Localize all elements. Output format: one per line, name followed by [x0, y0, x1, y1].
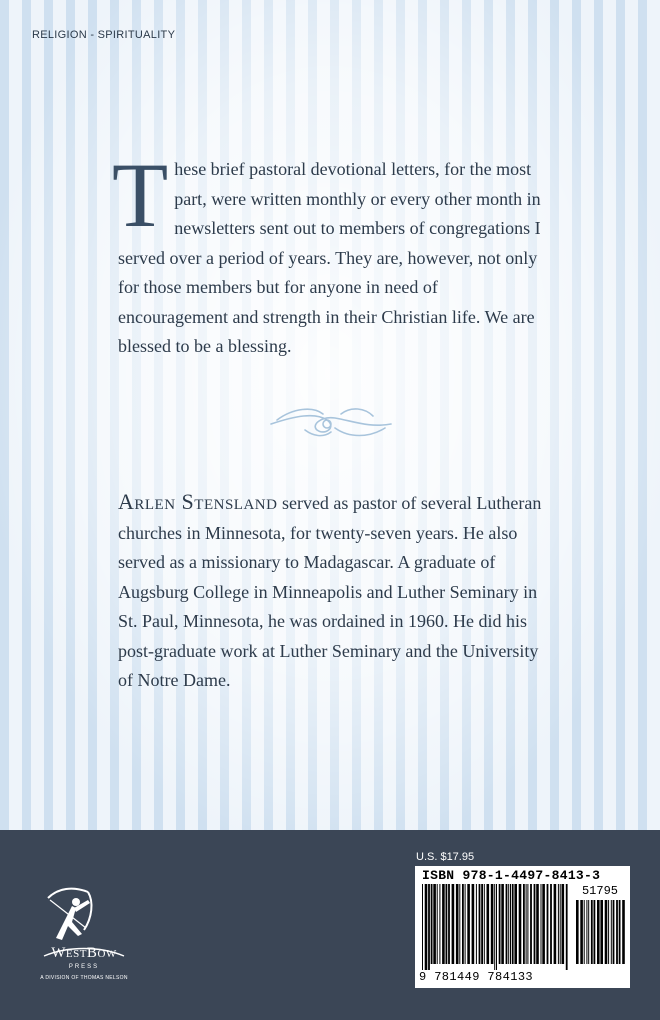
barcode-bar	[465, 884, 466, 964]
barcode-bar	[459, 884, 460, 964]
barcode-bar	[519, 884, 522, 964]
barcode-bar	[608, 900, 609, 964]
barcode-bar	[452, 884, 455, 964]
barcode-bar	[560, 884, 561, 964]
barcode-bar	[433, 884, 436, 964]
barcode-bar	[600, 900, 603, 964]
isbn-number: ISBN 978-1-4497-8413-3	[422, 868, 601, 883]
barcode-bar	[487, 884, 490, 964]
barcode-bar	[566, 884, 568, 970]
flourish-ornament	[265, 398, 397, 446]
barcode-bar	[422, 884, 423, 970]
barcode-bar	[547, 884, 549, 964]
barcode-bar	[542, 884, 545, 964]
barcode-bar	[439, 884, 440, 964]
barcode-bar	[448, 884, 450, 964]
barcode-bar	[510, 884, 511, 964]
intro-paragraph	[112, 144, 548, 362]
drop-cap: T	[112, 144, 169, 246]
barcode-bar	[476, 884, 477, 964]
barcode-bar	[514, 884, 517, 964]
barcode-bar	[616, 900, 618, 964]
barcode-bar	[472, 884, 475, 964]
publisher-name: WestBow	[51, 945, 117, 961]
barcode-bar	[586, 900, 587, 964]
barcode-bar	[499, 884, 501, 964]
barcode-bar	[594, 900, 596, 964]
barcode-bar	[442, 884, 445, 964]
barcode-bar	[530, 884, 532, 964]
barcode-bar	[428, 884, 430, 970]
barcode-bar	[576, 900, 579, 964]
barcode-bar	[558, 884, 559, 964]
barcode-bar	[562, 884, 565, 964]
barcode-bar	[512, 884, 514, 964]
barcode-bar	[597, 900, 600, 964]
isbn-barcode	[415, 866, 630, 988]
barcode-bar	[526, 884, 527, 964]
barcode-bar	[446, 884, 448, 964]
barcode-bar	[554, 884, 557, 964]
barcode-bar	[588, 900, 589, 964]
barcode-bar	[506, 884, 508, 964]
barcode-bar	[437, 884, 438, 964]
price-addon-digits: 51795	[581, 884, 618, 898]
barcode-bar	[619, 900, 621, 964]
barcode-bar	[622, 900, 625, 964]
barcode-bar	[496, 884, 497, 970]
barcode-bar	[481, 884, 483, 964]
barcode-bar	[431, 884, 433, 964]
barcode-bar	[508, 884, 509, 964]
barcode-bar	[534, 884, 536, 964]
barcode-bar	[611, 900, 612, 964]
bio-text: served as pastor of several Lutheran churches in Minnesota, for twenty-seven years. He also served as a missionary to Madagascar. A graduate of Augsburg College in Minneapolis and Luther Seminary in St. Paul, Minnesota, he was ordained in 1960. He did his post-graduate work at Luther Seminary and the University of Notre Dame.	[118, 493, 542, 690]
barcode-bar	[462, 884, 464, 964]
ean-digits: 9 781449 784133	[419, 970, 534, 984]
barcode-bar	[541, 884, 542, 964]
barcode-bar	[613, 900, 615, 964]
barcode-bar	[467, 884, 470, 964]
barcode-bar	[456, 884, 459, 964]
barcode-bar	[479, 884, 481, 964]
barcode-bar	[425, 884, 428, 970]
addon-barcode-bars	[575, 900, 625, 970]
barcode-bar	[523, 884, 525, 964]
publisher-division: A DIVISION OF THOMAS NELSON	[40, 975, 128, 981]
category-label: RELIGION - SPIRITUALITY	[32, 29, 176, 41]
barcode-bar	[484, 884, 485, 964]
publisher-press: PRESS	[68, 964, 100, 970]
barcode-bar	[527, 884, 528, 964]
barcode-bar	[501, 884, 504, 964]
ean-barcode-bars	[421, 884, 569, 970]
author-bio	[118, 487, 550, 696]
barcode-bar	[494, 884, 495, 970]
intro-text: hese brief pastoral devotional letters, for the most part, were written monthly or every other month in newsletters sent out to members of congregations I served over a period of years. They are, however, not only for those members but for anyone in need of encouragement and strength in their Christian life. We are blessed to be a blessing.	[118, 159, 541, 356]
barcode-bar	[584, 900, 585, 964]
barcode-bar	[591, 900, 593, 964]
barcode-bar	[550, 884, 552, 964]
price-label: U.S. $17.95	[416, 851, 475, 863]
barcode-bar	[605, 900, 608, 964]
barcode-bar	[536, 884, 539, 964]
barcode-bar	[580, 900, 583, 964]
author-name: Arlen Stensland	[118, 489, 278, 514]
barcode-bar	[491, 884, 494, 964]
